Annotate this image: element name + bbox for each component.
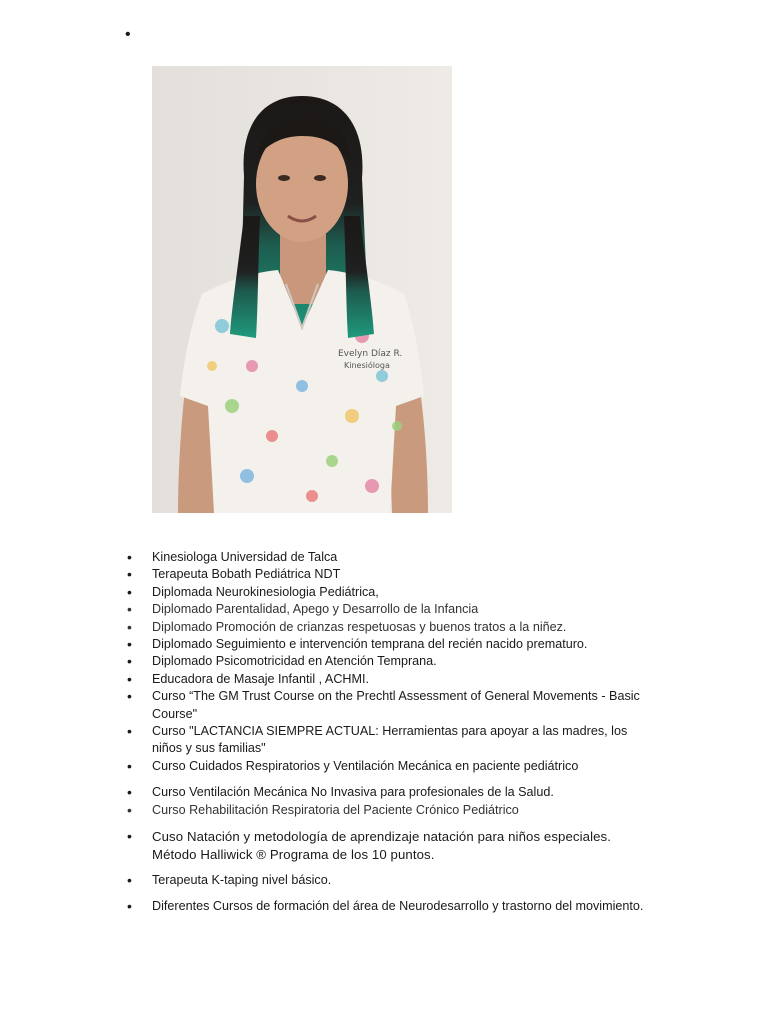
bullet-icon: •: [127, 583, 132, 600]
list-item-text: Curso Cuidados Respiratorios y Ventilación Mecánica en paciente pediátrico: [152, 758, 579, 773]
list-item-text: Diplomado Parentalidad, Apego y Desarrollo de la Infancia: [152, 602, 479, 617]
list-item: [0, 671, 768, 688]
bullet-icon: •: [127, 898, 132, 915]
list-item-text: Terapeuta Bobath Pediátrica NDT: [152, 567, 341, 582]
bullet-icon: •: [127, 618, 132, 635]
list-item: [0, 549, 768, 566]
bullet-icon: •: [127, 653, 132, 670]
bullet-icon: •: [127, 801, 132, 818]
credentials-list: [0, 549, 768, 916]
portrait-photo: [152, 66, 452, 513]
list-item: [0, 898, 768, 915]
bullet-icon: •: [127, 636, 132, 653]
list-item-text: Terapeuta K-taping nivel básico.: [152, 872, 332, 887]
list-item: [0, 828, 768, 863]
empty-bullet: •: [125, 26, 131, 43]
list-item-text: Curso Ventilación Mecánica No Invasiva para profesionales de la Salud.: [152, 785, 554, 800]
list-item-text: Diplomado Psicomotricidad en Atención Temprana.: [152, 654, 437, 669]
shirt-name-text: Evelyn Díaz R.: [338, 349, 403, 359]
bullet-icon: •: [127, 670, 132, 687]
bullet-icon: •: [127, 757, 132, 774]
bullet-icon: •: [127, 828, 133, 845]
list-item: [0, 723, 768, 758]
list-item: [0, 802, 768, 819]
bullet-icon: •: [127, 871, 132, 888]
list-item-text: Diplomado Seguimiento e intervención temprana del recién nacido prematuro.: [152, 637, 588, 652]
list-item-text: Educadora de Masaje Infantil , ACHMI.: [152, 671, 370, 686]
bullet-icon: •: [127, 688, 132, 705]
list-item: [0, 784, 768, 801]
list-item: [0, 688, 768, 723]
list-item-text: Diferentes Cursos de formación del área de Neurodesarrollo y trastorno del movimiento.: [152, 899, 644, 914]
portrait-illustration: [152, 66, 452, 513]
list-item-text: Curso “The GM Trust Course on the Prechtl Assessment of General Movements - Basic Course": [152, 689, 640, 721]
bullet-icon: •: [127, 601, 132, 618]
list-item-text: Cuso Natación y metodología de aprendizaje natación para niños especiales. Método Halliwick ® Programa de los 10 puntos.: [152, 829, 611, 862]
list-item: [0, 566, 768, 583]
bullet-icon: •: [127, 723, 132, 740]
list-item-text: Kinesiologa Universidad de Talca: [152, 550, 338, 564]
list-item: [0, 601, 768, 618]
list-item-text: Diplomada Neurokinesiologia Pediátrica,: [152, 584, 379, 599]
list-item: [0, 872, 768, 889]
list-item: [0, 636, 768, 653]
list-item-text: Diplomado Promoción de crianzas respetuosas y buenos tratos a la niñez.: [152, 619, 567, 634]
list-item: [0, 758, 768, 775]
list-item: [0, 584, 768, 601]
bullet-icon: •: [127, 784, 132, 801]
list-item: [0, 653, 768, 670]
bullet-icon: •: [127, 566, 132, 583]
bullet-icon: •: [127, 549, 132, 565]
list-item-text: Curso "LACTANCIA SIEMPRE ACTUAL: Herramientas para apoyar a las madres, los niños y sus familias": [152, 724, 628, 756]
list-item: [0, 619, 768, 636]
list-item-text: Curso Rehabilitación Respiratoria del Paciente Crónico Pediátrico: [152, 802, 519, 817]
shirt-title-text: Kinesióloga: [344, 361, 390, 370]
